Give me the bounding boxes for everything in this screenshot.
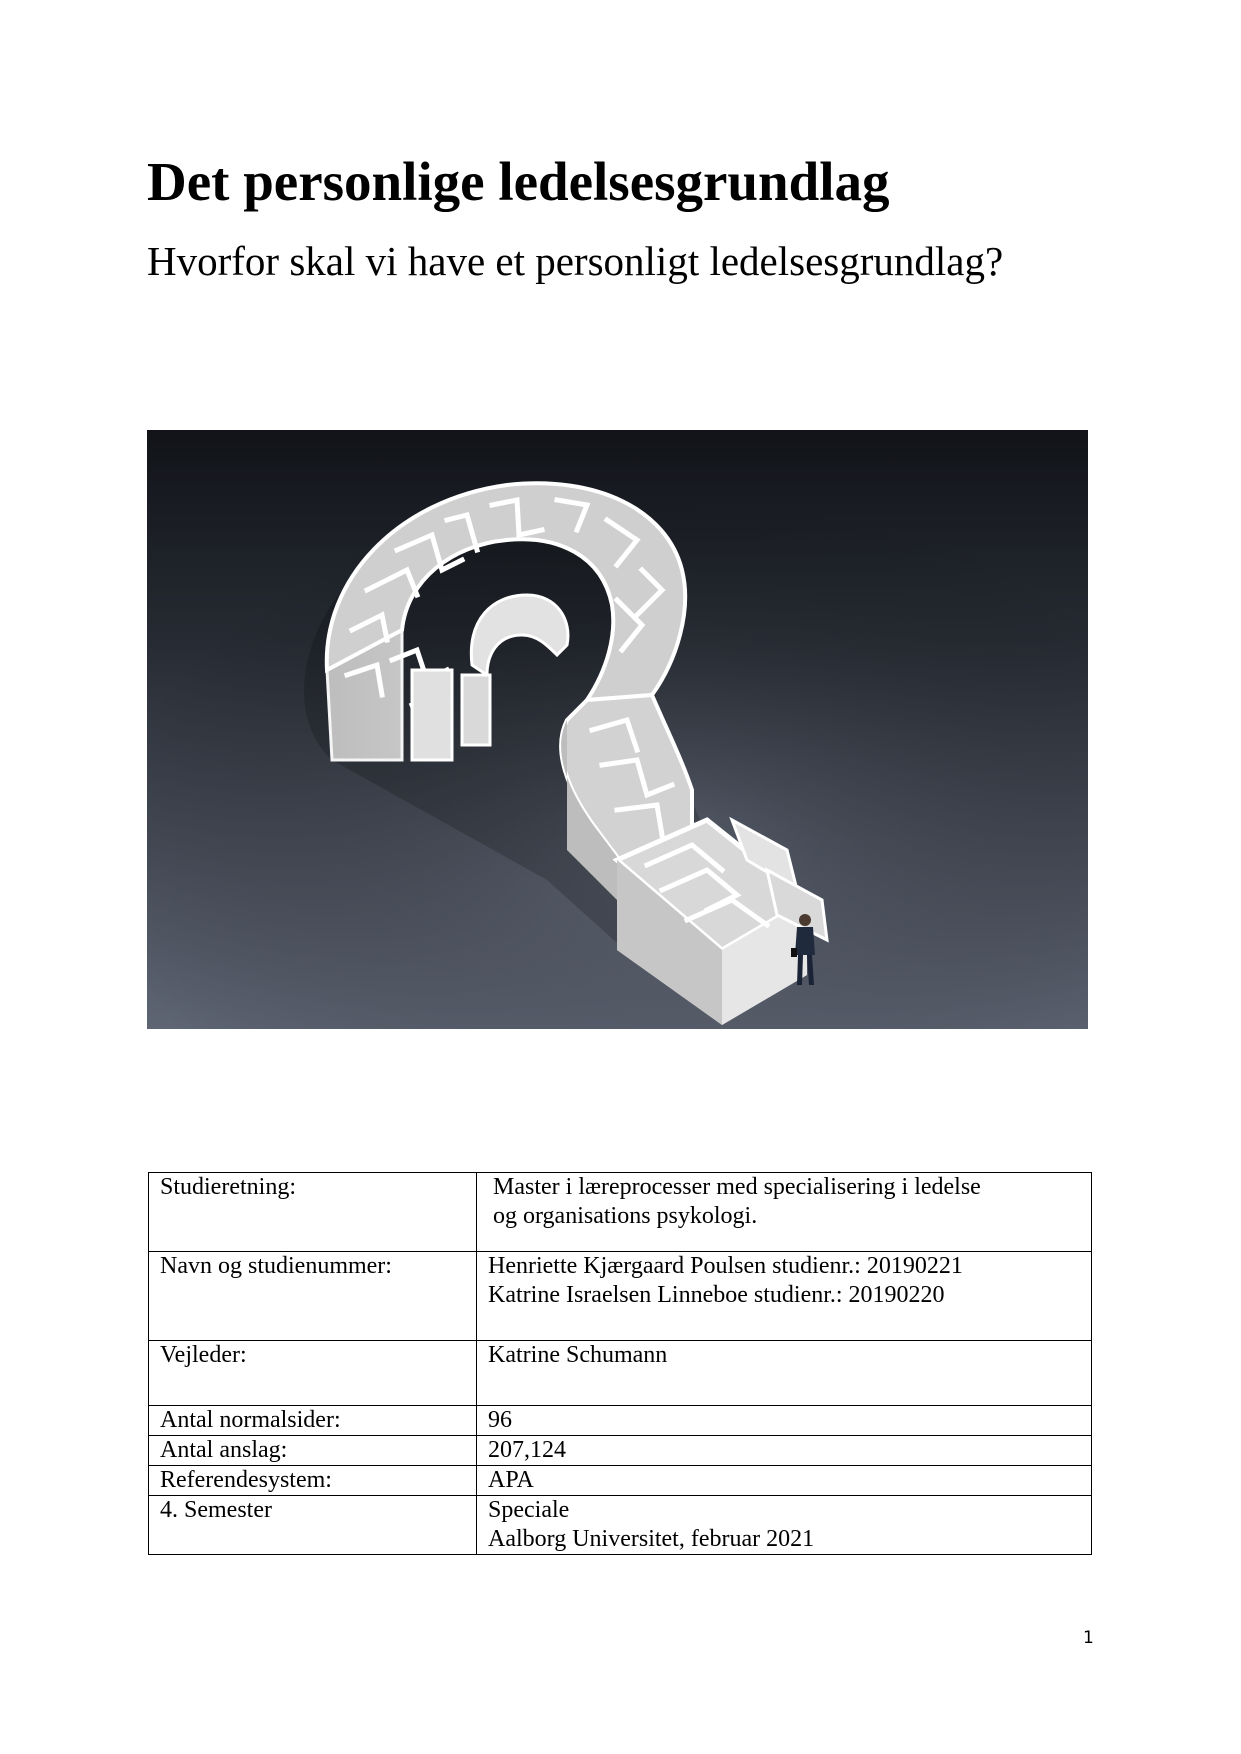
maze-question-mark-illustration (147, 430, 1088, 1029)
row-label: Navn og studienummer: (149, 1252, 477, 1341)
page-number: 1 (1083, 1628, 1094, 1648)
value-line: Speciale (488, 1497, 570, 1523)
row-value: APA (477, 1466, 1092, 1496)
row-value: 207,124 (477, 1436, 1092, 1466)
row-value: 96 (477, 1406, 1092, 1436)
table-row-advisor (149, 1341, 1092, 1406)
thesis-info-table (148, 1172, 1092, 1555)
row-value (477, 1252, 1092, 1341)
row-label: Vejleder: (149, 1341, 477, 1406)
row-label: Referendesystem: (149, 1466, 477, 1496)
value-line: og organisations psykologi. (493, 1203, 758, 1229)
document-title: Det personlige ledelsesgrundlag (147, 151, 890, 212)
value-line: Master i læreprocesser med specialisering i ledelse (493, 1174, 981, 1200)
row-value (477, 1173, 1092, 1252)
row-label: Antal normalsider: (149, 1406, 477, 1436)
value-line: Aalborg Universitet, februar 2021 (488, 1526, 815, 1552)
table-row-reference-system (149, 1466, 1092, 1496)
table-row-semester (149, 1496, 1092, 1555)
row-label: Antal anslag: (149, 1436, 477, 1466)
table-row-normal-pages (149, 1406, 1092, 1436)
table-row-names (149, 1252, 1092, 1341)
row-value (477, 1496, 1092, 1555)
row-label: 4. Semester (149, 1496, 477, 1555)
cover-image (147, 430, 1088, 1029)
row-value: Katrine Schumann (477, 1341, 1092, 1406)
table-row-characters (149, 1436, 1092, 1466)
document-subtitle: Hvorfor skal vi have et personligt ledelsesgrundlag? (147, 238, 1004, 284)
value-line: Henriette Kjærgaard Poulsen studienr.: 20190221 (488, 1253, 963, 1279)
value-line: Katrine Israelsen Linneboe studienr.: 20190220 (488, 1282, 945, 1308)
row-label: Studieretning: (149, 1173, 477, 1252)
table-row-study-program (149, 1173, 1092, 1252)
